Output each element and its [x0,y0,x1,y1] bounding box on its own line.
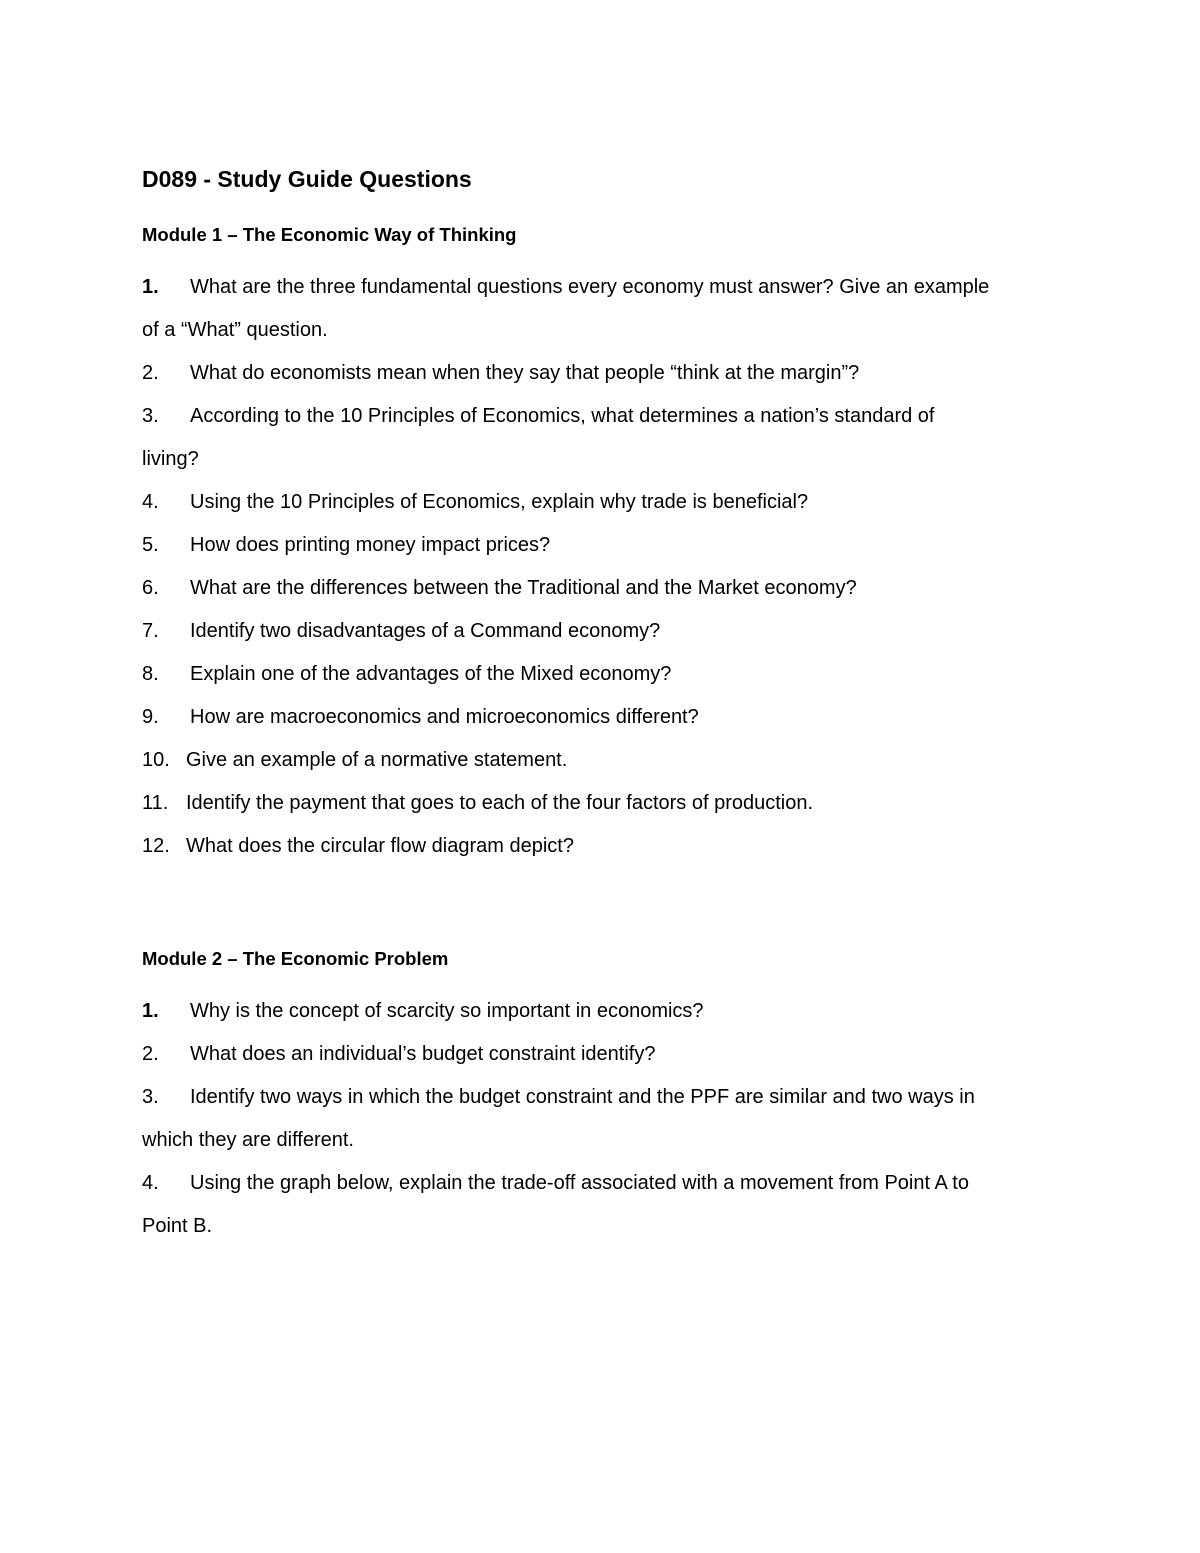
module-1-question-1 [142,276,989,299]
question-text: What does the circular flow diagram depict? [186,835,574,857]
question-number: 8. [142,663,159,685]
module-2-heading: Module 2 – The Economic Problem [142,948,449,969]
module-2-question-3 [142,1086,975,1109]
question-text: Identify the payment that goes to each of the four factors of production. [186,792,814,814]
question-text: What does an individual’s budget constraint identify? [190,1043,656,1065]
module-1-question-6 [142,577,857,600]
module-1-question-1-continuation: of a “What” question. [142,319,328,341]
module-1-question-9 [142,706,699,729]
question-number: 2. [142,362,159,384]
module-2-question-3-continuation: which they are different. [142,1129,354,1151]
question-number: 4. [142,1172,159,1194]
question-number: 11. [142,792,169,814]
module-2-question-4 [142,1172,969,1195]
module-1-question-11 [142,792,813,815]
module-1-question-10 [142,749,567,772]
question-text: How does printing money impact prices? [190,534,551,556]
question-text: Identify two ways in which the budget constraint and the PPF are similar and two ways in [190,1086,975,1108]
module-1-question-4 [142,491,808,514]
module-2-question-4-continuation: Point B. [142,1215,213,1237]
module-1-question-3-continuation: living? [142,448,199,470]
question-text: According to the 10 Principles of Economics, what determines a nation’s standard of [190,405,935,427]
module-1-question-8 [142,663,671,686]
question-number: 10. [142,749,170,771]
question-number: 1. [142,276,159,298]
module-1-question-3 [142,405,934,428]
question-number: 4. [142,491,159,513]
document-title: D089 - Study Guide Questions [142,166,472,192]
question-text: Using the 10 Principles of Economics, explain why trade is beneficial? [190,491,809,513]
question-text: Using the graph below, explain the trade-off associated with a movement from Point A to [190,1172,969,1194]
module-1-question-7 [142,620,660,643]
question-text: What are the three fundamental questions every economy must answer? Give an example [190,276,990,298]
question-number: 2. [142,1043,159,1065]
module-2-question-1 [142,1000,704,1023]
question-text: What do economists mean when they say that people “think at the margin”? [190,362,860,384]
module-1-question-5 [142,534,550,557]
module-2-question-2 [142,1043,655,1066]
question-text: Why is the concept of scarcity so important in economics? [190,1000,704,1022]
module-1-heading: Module 1 – The Economic Way of Thinking [142,224,517,245]
module-1-question-12 [142,835,574,858]
module-1-question-2 [142,362,859,385]
question-number: 3. [142,405,159,427]
question-number: 1. [142,1000,159,1022]
question-text: How are macroeconomics and microeconomics different? [190,706,699,728]
question-text: What are the differences between the Traditional and the Market economy? [190,577,857,599]
question-number: 9. [142,706,159,728]
question-number: 5. [142,534,159,556]
question-text: Explain one of the advantages of the Mixed economy? [190,663,672,685]
question-number: 7. [142,620,159,642]
question-number: 12. [142,835,170,857]
question-text: Identify two disadvantages of a Command economy? [190,620,661,642]
question-number: 3. [142,1086,159,1108]
question-number: 6. [142,577,159,599]
question-text: Give an example of a normative statement. [186,749,568,771]
